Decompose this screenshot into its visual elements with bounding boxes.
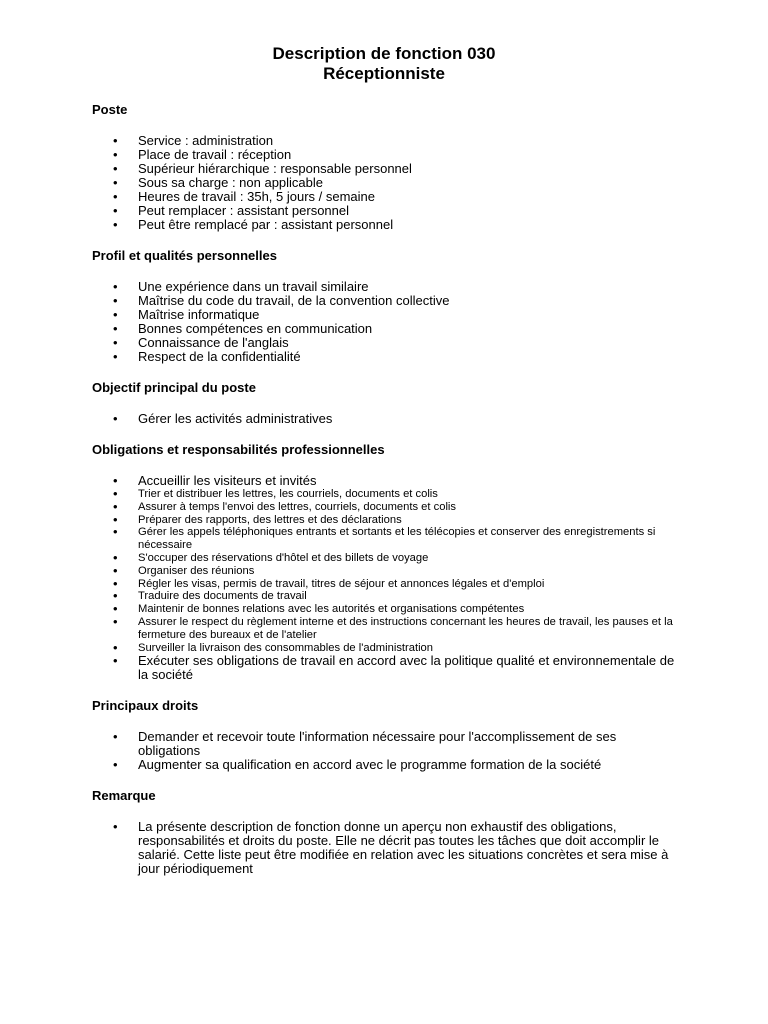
poste-list [92,134,676,232]
list-item: • Sous sa charge : non applicable [92,176,676,190]
list-item: • Exécuter ses obligations de travail en accord avec la politique qualité et environnementale de la société [92,654,676,682]
list-item: • Gérer les appels téléphoniques entrants et sortants et les télécopies et conserver des enregistrements si nécessaire [92,526,676,552]
section-heading-poste: Poste [92,102,128,117]
list-item: • Assurer à temps l'envoi des lettres, courriels, documents et colis [92,501,676,514]
list-item: • Bonnes compétences en communication [92,322,676,336]
document-title-line2: Réceptionniste [323,64,445,83]
list-item: • Traduire des documents de travail [92,590,676,603]
list-item: • Régler les visas, permis de travail, titres de séjour et annonces légales et d'emploi [92,578,676,591]
list-item: • Demander et recevoir toute l'information nécessaire pour l'accomplissement de ses obligations [92,730,676,758]
droits-list [92,730,676,772]
document-title [92,44,676,84]
list-item: • Maîtrise du code du travail, de la convention collective [92,294,676,308]
list-item: • Supérieur hiérarchique : responsable personnel [92,162,676,176]
list-item: • Place de travail : réception [92,148,676,162]
list-item: • Trier et distribuer les lettres, les courriels, documents et colis [92,488,676,501]
document-title-line1: Description de fonction 030 [272,44,496,63]
section-heading-droits: Principaux droits [92,698,199,714]
list-item: • Maîtrise informatique [92,308,676,322]
list-item: • Accueillir les visiteurs et invités [92,474,676,488]
list-item: • Maintenir de bonnes relations avec les autorités et organisations compétentes [92,603,676,616]
profil-list [92,280,676,364]
list-item: • La présente description de fonction donne un aperçu non exhaustif des obligations, responsabilités et droits du poste. Elle ne décrit pas toutes les tâches que doit accomplir le salarié. Cette liste peut être modifiée en relation avec les situations concrètes et sera mise à jour périodiquement [92,820,676,876]
section-heading-remarque: Remarque [92,788,156,804]
objectif-list [92,412,676,426]
section-heading-objectif: Objectif principal du poste [92,380,256,395]
list-item: • Une expérience dans un travail similaire [92,280,676,294]
list-item: • Surveiller la livraison des consommables de l'administration [92,642,676,655]
section-heading-obligations: Obligations et responsabilités professionnelles [92,442,385,457]
list-item: • Connaissance de l'anglais [92,336,676,350]
list-item: • Peut remplacer : assistant personnel [92,204,676,218]
list-item: • Assurer le respect du règlement interne et des instructions concernant les heures de travail, les pauses et la fermeture des bureaux et de l'atelier [92,616,676,642]
obligations-list [92,474,676,682]
list-item: • S'occuper des réservations d'hôtel et des billets de voyage [92,552,676,565]
list-item: • Heures de travail : 35h, 5 jours / semaine [92,190,676,204]
list-item: • Respect de la confidentialité [92,350,676,364]
list-item: • Organiser des réunions [92,565,676,578]
list-item: • Service : administration [92,134,676,148]
list-item: • Augmenter sa qualification en accord avec le programme formation de la société [92,758,676,772]
list-item: • Peut être remplacé par : assistant personnel [92,218,676,232]
section-heading-profil: Profil et qualités personnelles [92,248,277,263]
list-item: • Gérer les activités administratives [92,412,676,426]
list-item: • Préparer des rapports, des lettres et des déclarations [92,514,676,527]
remarque-list [92,820,676,876]
